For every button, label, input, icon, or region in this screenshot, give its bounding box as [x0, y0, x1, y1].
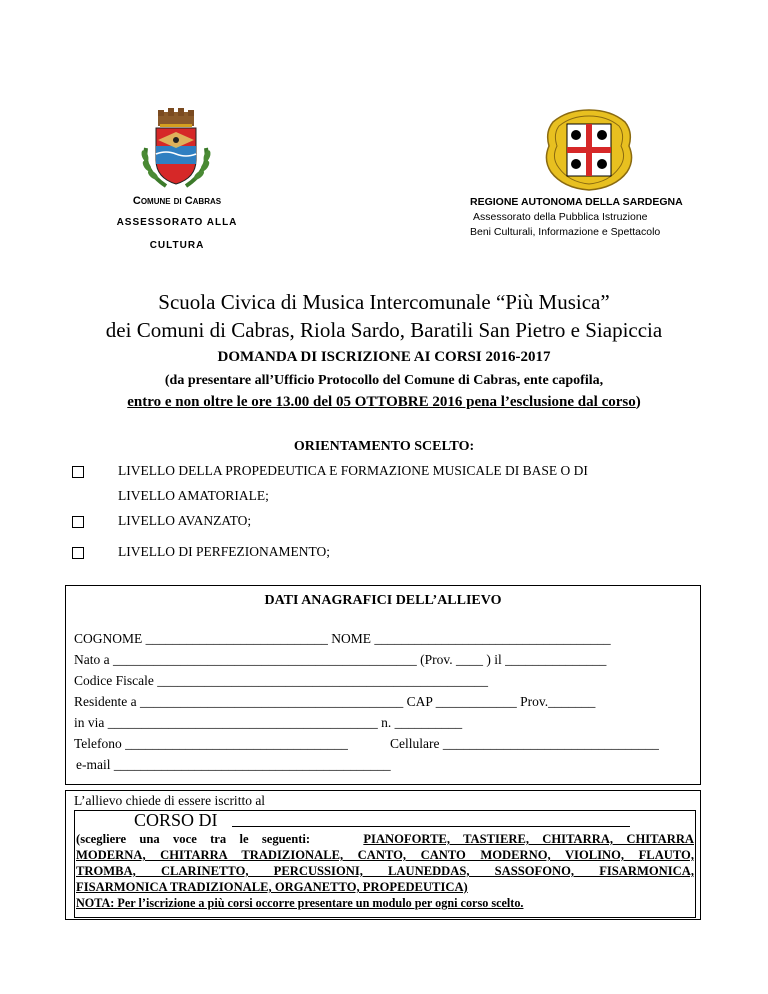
orientamento-heading: ORIENTAMENTO SCELTO: — [293, 439, 475, 454]
comune-name — [92, 195, 262, 207]
comune-cabras-crest-logo — [136, 108, 216, 192]
checkbox-livello-perfezionamento[interactable] — [72, 547, 84, 559]
municipalities-title: dei Comuni di Cabras, Riola Sardo, Baratili San Pietro e Siapiccia — [105, 318, 663, 342]
corso-input-line[interactable] — [232, 826, 630, 827]
regione-name: REGIONE AUTONOMA DELLA SARDEGNA — [470, 196, 683, 208]
nota-iscrizione: NOTA: Per l’iscrizione a più corsi occorre presentare un modulo per ogni corso scelto. — [76, 896, 524, 910]
corso-intro: L’allievo chiede di essere iscritto al — [74, 793, 266, 808]
regione-assessorato: Assessorato della Pubblica Istruzione — [473, 211, 648, 223]
field-residenza[interactable]: Residente a _______________________________________ CAP ____________ Prov._______ — [74, 694, 596, 709]
corso-options-list — [76, 831, 694, 895]
comune-name-text: Comune di Cabras — [132, 195, 222, 207]
field-email[interactable]: e-mail _________________________________________ — [76, 757, 391, 772]
field-cognome-nome[interactable]: COGNOME ___________________________ NOME ___________________________________ — [74, 631, 611, 646]
form-title: DOMANDA DI ISCRIZIONE AI CORSI 2016-2017 — [217, 349, 551, 365]
assessorato-line2: CULTURA — [149, 240, 205, 251]
option-livello-perfezionamento: LIVELLO DI PERFEZIONAMENTO; — [118, 544, 330, 559]
field-via[interactable]: in via ________________________________________ n. __________ — [74, 715, 463, 730]
field-cellulare[interactable]: Cellulare ________________________________ — [390, 736, 659, 751]
scelta-line3: TROMBA, CLARINETTO, PERCUSSIONI, LAUNEDDAS, SASSOFONO, FISARMONICA, — [76, 864, 694, 878]
field-nascita[interactable]: Nato a _____________________________________________ (Prov. ____ ) il _______________ — [74, 652, 607, 667]
school-title: Scuola Civica di Musica Intercomunale “Più Musica” — [158, 290, 610, 314]
deadline-text: entro e non oltre le ore 13.00 del 05 OTTOBRE 2016 pena l’esclusione dal corso — [127, 394, 636, 410]
scelta-line1: PIANOFORTE, TASTIERE, CHITARRA, CHITARRA — [363, 832, 695, 846]
field-telefono[interactable]: Telefono _________________________________ — [74, 736, 348, 751]
checkbox-livello-avanzato[interactable] — [72, 516, 84, 528]
checkbox-livello-base[interactable] — [72, 466, 84, 478]
scelta-prefix: (scegliere una voce tra le seguenti: — [76, 832, 311, 846]
option-livello-base-line1: LIVELLO DELLA PROPEDEUTICA E FORMAZIONE MUSICALE DI BASE O DI — [118, 463, 588, 478]
scelta-line4: FISARMONICA TRADIZIONALE, ORGANETTO, PROPEDEUTICA) — [76, 880, 468, 894]
option-livello-avanzato: LIVELLO AVANZATO; — [118, 513, 252, 528]
scelta-line2: MODERNA, CHITARRA TRADIZIONALE, CANTO, CANTO MODERNO, VIOLINO, FLAUTO, — [76, 848, 694, 862]
regione-sardegna-logo — [541, 108, 637, 192]
option-livello-base-line2: LIVELLO AMATORIALE; — [118, 488, 269, 503]
corso-label: CORSO DI — [134, 810, 218, 830]
dati-anagrafici-heading: DATI ANAGRAFICI DELL’ALLIEVO — [264, 593, 502, 608]
deadline-note — [0, 394, 768, 411]
regione-beni-culturali: Beni Culturali, Informazione e Spettacolo — [470, 226, 661, 238]
assessorato-line1: ASSESSORATO ALLA — [116, 217, 238, 228]
field-codice-fiscale[interactable]: Codice Fiscale _________________________________________________ — [74, 673, 488, 688]
deadline-close: ) — [635, 394, 641, 410]
submission-note: (da presentare all’Ufficio Protocollo del Comune di Cabras, ente capofila, — [164, 373, 604, 388]
